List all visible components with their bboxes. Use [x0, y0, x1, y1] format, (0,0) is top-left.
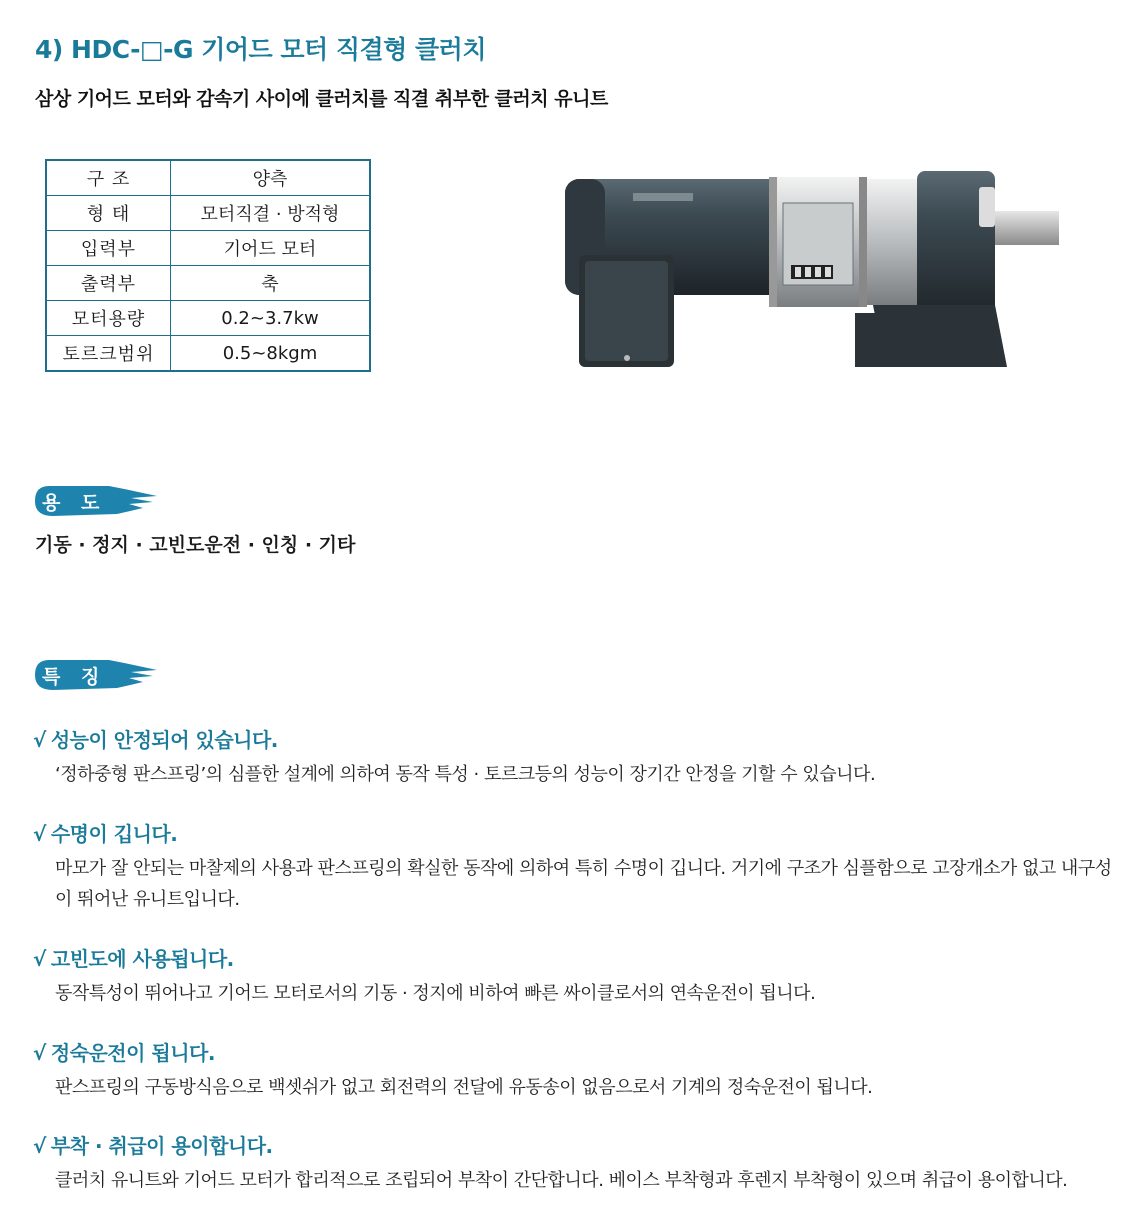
feature-desc: 마모가 잘 안되는 마찰제의 사용과 판스프링의 확실한 동작에 의하여 특히 수명이 깁니다. 거기에 구조가 심플함으로 고장개소가 없고 내구성이 뛰어난 유니트입니다.	[55, 858, 1112, 910]
feature-title: 정숙운전이 됩니다.	[50, 1041, 215, 1065]
feature-item	[33, 943, 1123, 1009]
product-photo	[555, 163, 1065, 373]
usage-tag-label: 용 도	[42, 492, 107, 514]
feature-item	[33, 724, 1123, 790]
check-icon: √	[33, 1134, 46, 1158]
feature-desc: 동작특성이 뛰어나고 기어드 모터로서의 기동 · 정지에 비하여 빠른 싸이클로서의 연속운전이 됩니다.	[55, 983, 816, 1004]
feature-title: 고빈도에 사용됩니다.	[50, 947, 234, 971]
table-row	[46, 301, 370, 336]
feature-desc: 클러치 유니트와 기어드 모터가 합리적으로 조립되어 부착이 간단합니다. 베이스 부착형과 후렌지 부착형이 있으며 취급이 용이합니다.	[55, 1170, 1068, 1191]
feature-item	[33, 1130, 1123, 1196]
spec-label: 토르크범위	[46, 336, 171, 372]
feature-item	[33, 1037, 1123, 1103]
page-title: 4) HDC-□-G 기어드 모터 직결형 클러치	[35, 35, 486, 64]
spec-value: 모터직결 · 방적형	[171, 196, 371, 231]
table-row	[46, 336, 370, 372]
features-tag	[33, 658, 158, 692]
feature-desc: ‘정하중형 판스프링’의 심플한 설계에 의하여 동작 특성 · 토르크등의 성능이 장기간 안정을 기할 수 있습니다.	[55, 764, 876, 785]
check-icon: √	[33, 947, 46, 971]
feature-desc: 판스프링의 구동방식음으로 백셋쉬가 없고 회전력의 전달에 유동송이 없음으로서 기계의 정숙운전이 됩니다.	[55, 1077, 873, 1098]
spec-value: 0.2~3.7kw	[171, 301, 371, 336]
usage-text: 기동 · 정지 · 고빈도운전 · 인칭 · 기타	[35, 534, 356, 556]
check-icon: √	[33, 822, 46, 846]
table-row	[46, 160, 370, 196]
spec-value: 축	[171, 266, 371, 301]
feature-title: 부착 · 취급이 용이합니다.	[50, 1134, 273, 1158]
table-row	[46, 231, 370, 266]
spec-label: 형 태	[46, 196, 171, 231]
spec-label: 출력부	[46, 266, 171, 301]
check-icon: √	[33, 728, 46, 752]
spec-value: 기어드 모터	[171, 231, 371, 266]
spec-label: 구 조	[46, 160, 171, 196]
spec-table	[45, 159, 371, 372]
table-row	[46, 196, 370, 231]
features-tag-label: 특 징	[42, 666, 107, 688]
spec-label: 입력부	[46, 231, 171, 266]
usage-tag	[33, 484, 158, 518]
spec-value: 양측	[171, 160, 371, 196]
spec-value: 0.5~8kgm	[171, 336, 371, 372]
feature-item	[33, 818, 1123, 915]
page-subtitle: 삼상 기어드 모터와 감속기 사이에 클러치를 직결 취부한 클러치 유니트	[35, 88, 608, 110]
feature-title: 수명이 깁니다.	[50, 822, 178, 846]
check-icon: √	[33, 1041, 46, 1065]
feature-title: 성능이 안정되어 있습니다.	[50, 728, 278, 752]
spec-label: 모터용량	[46, 301, 171, 336]
table-row	[46, 266, 370, 301]
